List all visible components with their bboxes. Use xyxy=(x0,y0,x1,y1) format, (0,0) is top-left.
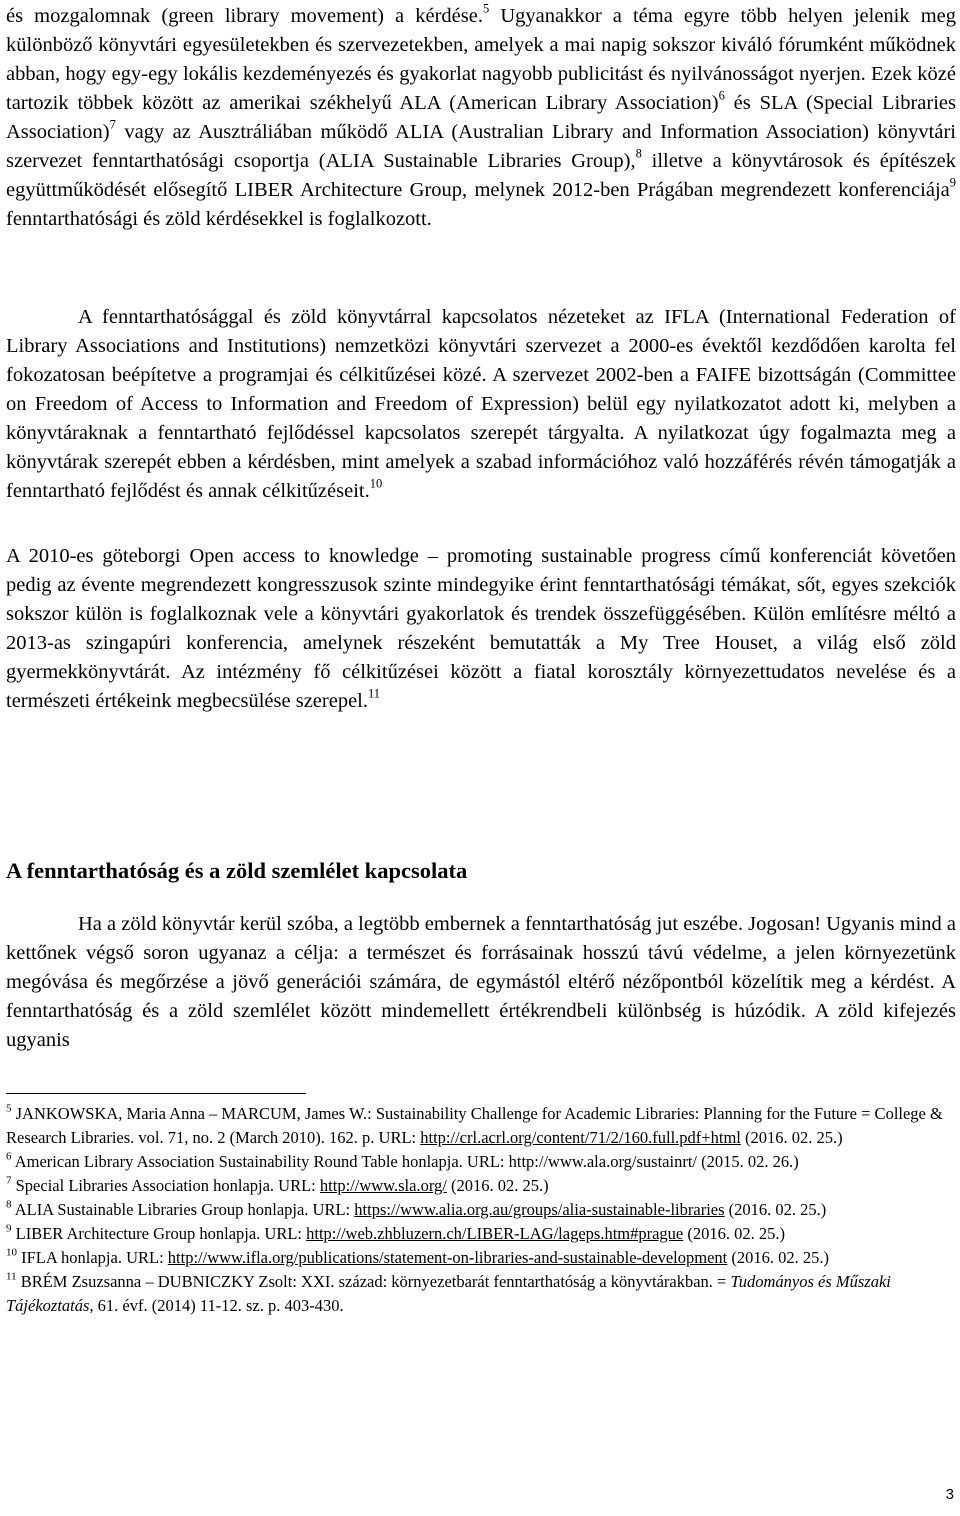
paragraph-3 xyxy=(6,542,956,716)
paragraph-1 xyxy=(6,2,956,234)
paragraph-2 xyxy=(6,303,956,506)
paragraph-text: illetve a könyvtárosok és építészek együttműködését elősegítő LIBER Architecture Group, melynek 2012-ben Prágában megrendezett konferenciája xyxy=(6,150,956,201)
footnote-10: $^{10}$ IFLA honlapja. URL: http://www.ifla.org/publications/statement-on-libraries-and-sustainable-development (2016. 02. 25.) xyxy=(6,1246,830,1267)
footnote-6: $^6$ American Library Association Sustainability Round Table honlapja. URL: http://www.ala.org/sustainrt/ (2015. 02. 26.) xyxy=(6,1150,799,1171)
footnote-link[interactable]: http://web.zhbluzern.ch/LIBER-LAG/lageps.htm#prague xyxy=(306,1224,684,1243)
footnote-5: $^5$ JANKOWSKA, Maria Anna – MARCUM, James W.: Sustainability Challenge for Academic Libraries: Planning for the Future = College & Research Libraries. vol. 71, no. 2 (March 2010). 162. p. URL: http://crl.acrl.org/content/71/2/160.full.pdf+html (2016. 02. 25.) xyxy=(6,1102,943,1147)
footnote-divider xyxy=(6,1093,306,1094)
footnote-link[interactable]: http://crl.acrl.org/content/71/2/160.full.pdf+html xyxy=(420,1128,741,1147)
footnote-ref[interactable]: 6 xyxy=(718,88,725,103)
footnotes xyxy=(6,1102,956,1318)
paragraph-text: és SLA (Special Libraries Association) xyxy=(6,92,956,143)
paragraph-text: vagy az Ausztráliában működő ALIA (Australian Library and Information Association) könyvtári szervezet fenntarthatósági csoportja (ALIA Sustainable Libraries Group), xyxy=(6,121,956,172)
footnote-link[interactable]: http://www.ifla.org/publications/statement-on-libraries-and-sustainable-development xyxy=(167,1248,728,1267)
footnote-ref[interactable]: 7 xyxy=(109,117,116,132)
footnote-ref[interactable]: 5 xyxy=(483,1,490,16)
paragraph-text: Ugyanakkor a téma egyre több helyen jelenik meg különböző könyvtári egyesületekben és szervezetekben, amelyek a mai napig sokszor kiváló fórumként működnek abban, hogy egy-egy lokális kezdeményezés és gyakorlat nagyobb publicitást és nyilvánosságot nyerjen. Ezek közé tartozik többek között az amerikai székhelyű ALA (American Library Association) xyxy=(6,5,957,114)
paragraph-4: Ha a zöld könyvtár kerül szóba, a legtöbb embernek a fenntarthatóság jut eszébe. Jogosan! Ugyanis mind a kettőnek végső soron ugyanaz a célja: a természet és forrásainak hosszú távú védelme, a jelen környezetünk megóvása és megőrzése a jövő generációi számára, de egymástól eltérő nézőpontból közelítik meg a kérdést. A fenntarthatóság és a zöld szemlélet között mindemellett értékrendbeli különbség is húzódik. A zöld kifejezés ugyanis xyxy=(6,913,956,1051)
footnote-ref[interactable]: 8 xyxy=(635,146,642,161)
footnote-link[interactable]: http://www.sla.org/ xyxy=(319,1176,447,1195)
footnote-9: $^9$ LIBER Architecture Group honlapja. URL: http://web.zhbluzern.ch/LIBER-LAG/lageps.htm#prague (2016. 02. 25.) xyxy=(6,1222,785,1243)
paragraph-text: fenntarthatósági és zöld kérdésekkel is foglalkozott. xyxy=(6,208,432,230)
footnote-ref[interactable]: 11 xyxy=(367,686,381,701)
footnote-8: $^8$ ALIA Sustainable Libraries Group honlapja. URL: https://www.alia.org.au/groups/alia-sustainable-libraries (2016. 02. 25.) xyxy=(6,1198,827,1219)
journal-title: Tudományos és Műszaki Tájékoztatás xyxy=(6,1272,891,1315)
footnote-11: $^{11}$ BRÉM Zsuzsanna – DUBNICZKY Zsolt: XXI. század: környezetbarát fenntarthatóság a könyvtárakban. = Tudományos és Műszaki Tájékoztatás, 61. évf. (2014) 11-12. sz. p. 403-430. xyxy=(6,1270,891,1315)
footnote-7: $^7$ Special Libraries Association honlapja. URL: http://www.sla.org/ (2016. 02. 25.) xyxy=(6,1174,549,1195)
footnote-ref[interactable]: 10 xyxy=(369,476,383,491)
paragraph-text: A 2010-es göteborgi Open access to knowledge – promoting sustainable progress című konferenciát követően pedig az évente megrendezett kongresszusok szinte mindegyike érint fenntarthatósági témákat, sőt, egyes szekciók sokszor külön is foglalkoznak vele a könyvtári gyakorlatok és trendek összefüggésében. Külön említésre méltó a 2013-as szingapúri konferencia, amelynek részeként bemutatták a My Tree Houset, a világ első zöld gyermekkönyvtárát. Az intézmény fő célkitűzései között a fiatal korosztály környezettudatos nevelése és a természeti értékeink megbecsülése szerepel. xyxy=(6,545,956,712)
section-heading: A fenntarthatóság és a zöld szemlélet kapcsolata xyxy=(6,858,468,883)
paragraph-text: és mozgalomnak (green library movement) a kérdése. xyxy=(6,5,483,27)
footnote-ref[interactable]: 9 xyxy=(949,175,956,190)
paragraph-text: A fenntarthatósággal és zöld könyvtárral kapcsolatos nézeteket az IFLA (International Federation of Library Associations and Institutions) nemzetközi könyvtári szervezet a 2000-es évektől kezdődően karolta fel fokozatosan beépítetve a programjai és célkitűzései közé. A szervezet 2002-ben a FAIFE bizottságán (Committee on Freedom of Access to Information and Freedom of Expression) belül egy nyilatkozatot adott ki, melyben a könyvtáraknak a fenntartható fejlődéssel kapcsolatos szerepét tárgyalta. A nyilatkozat úgy fogalmazta meg a könyvtárak szerepét ebben a kérdésben, mint amelyek a szabad információhoz való hozzáférés révén támogatják a fenntartható fejlődést és annak célkitűzéseit. xyxy=(6,306,956,502)
footnote-link[interactable]: https://www.alia.org.au/groups/alia-sustainable-libraries xyxy=(354,1200,725,1219)
page-number: 3 xyxy=(945,1486,954,1503)
